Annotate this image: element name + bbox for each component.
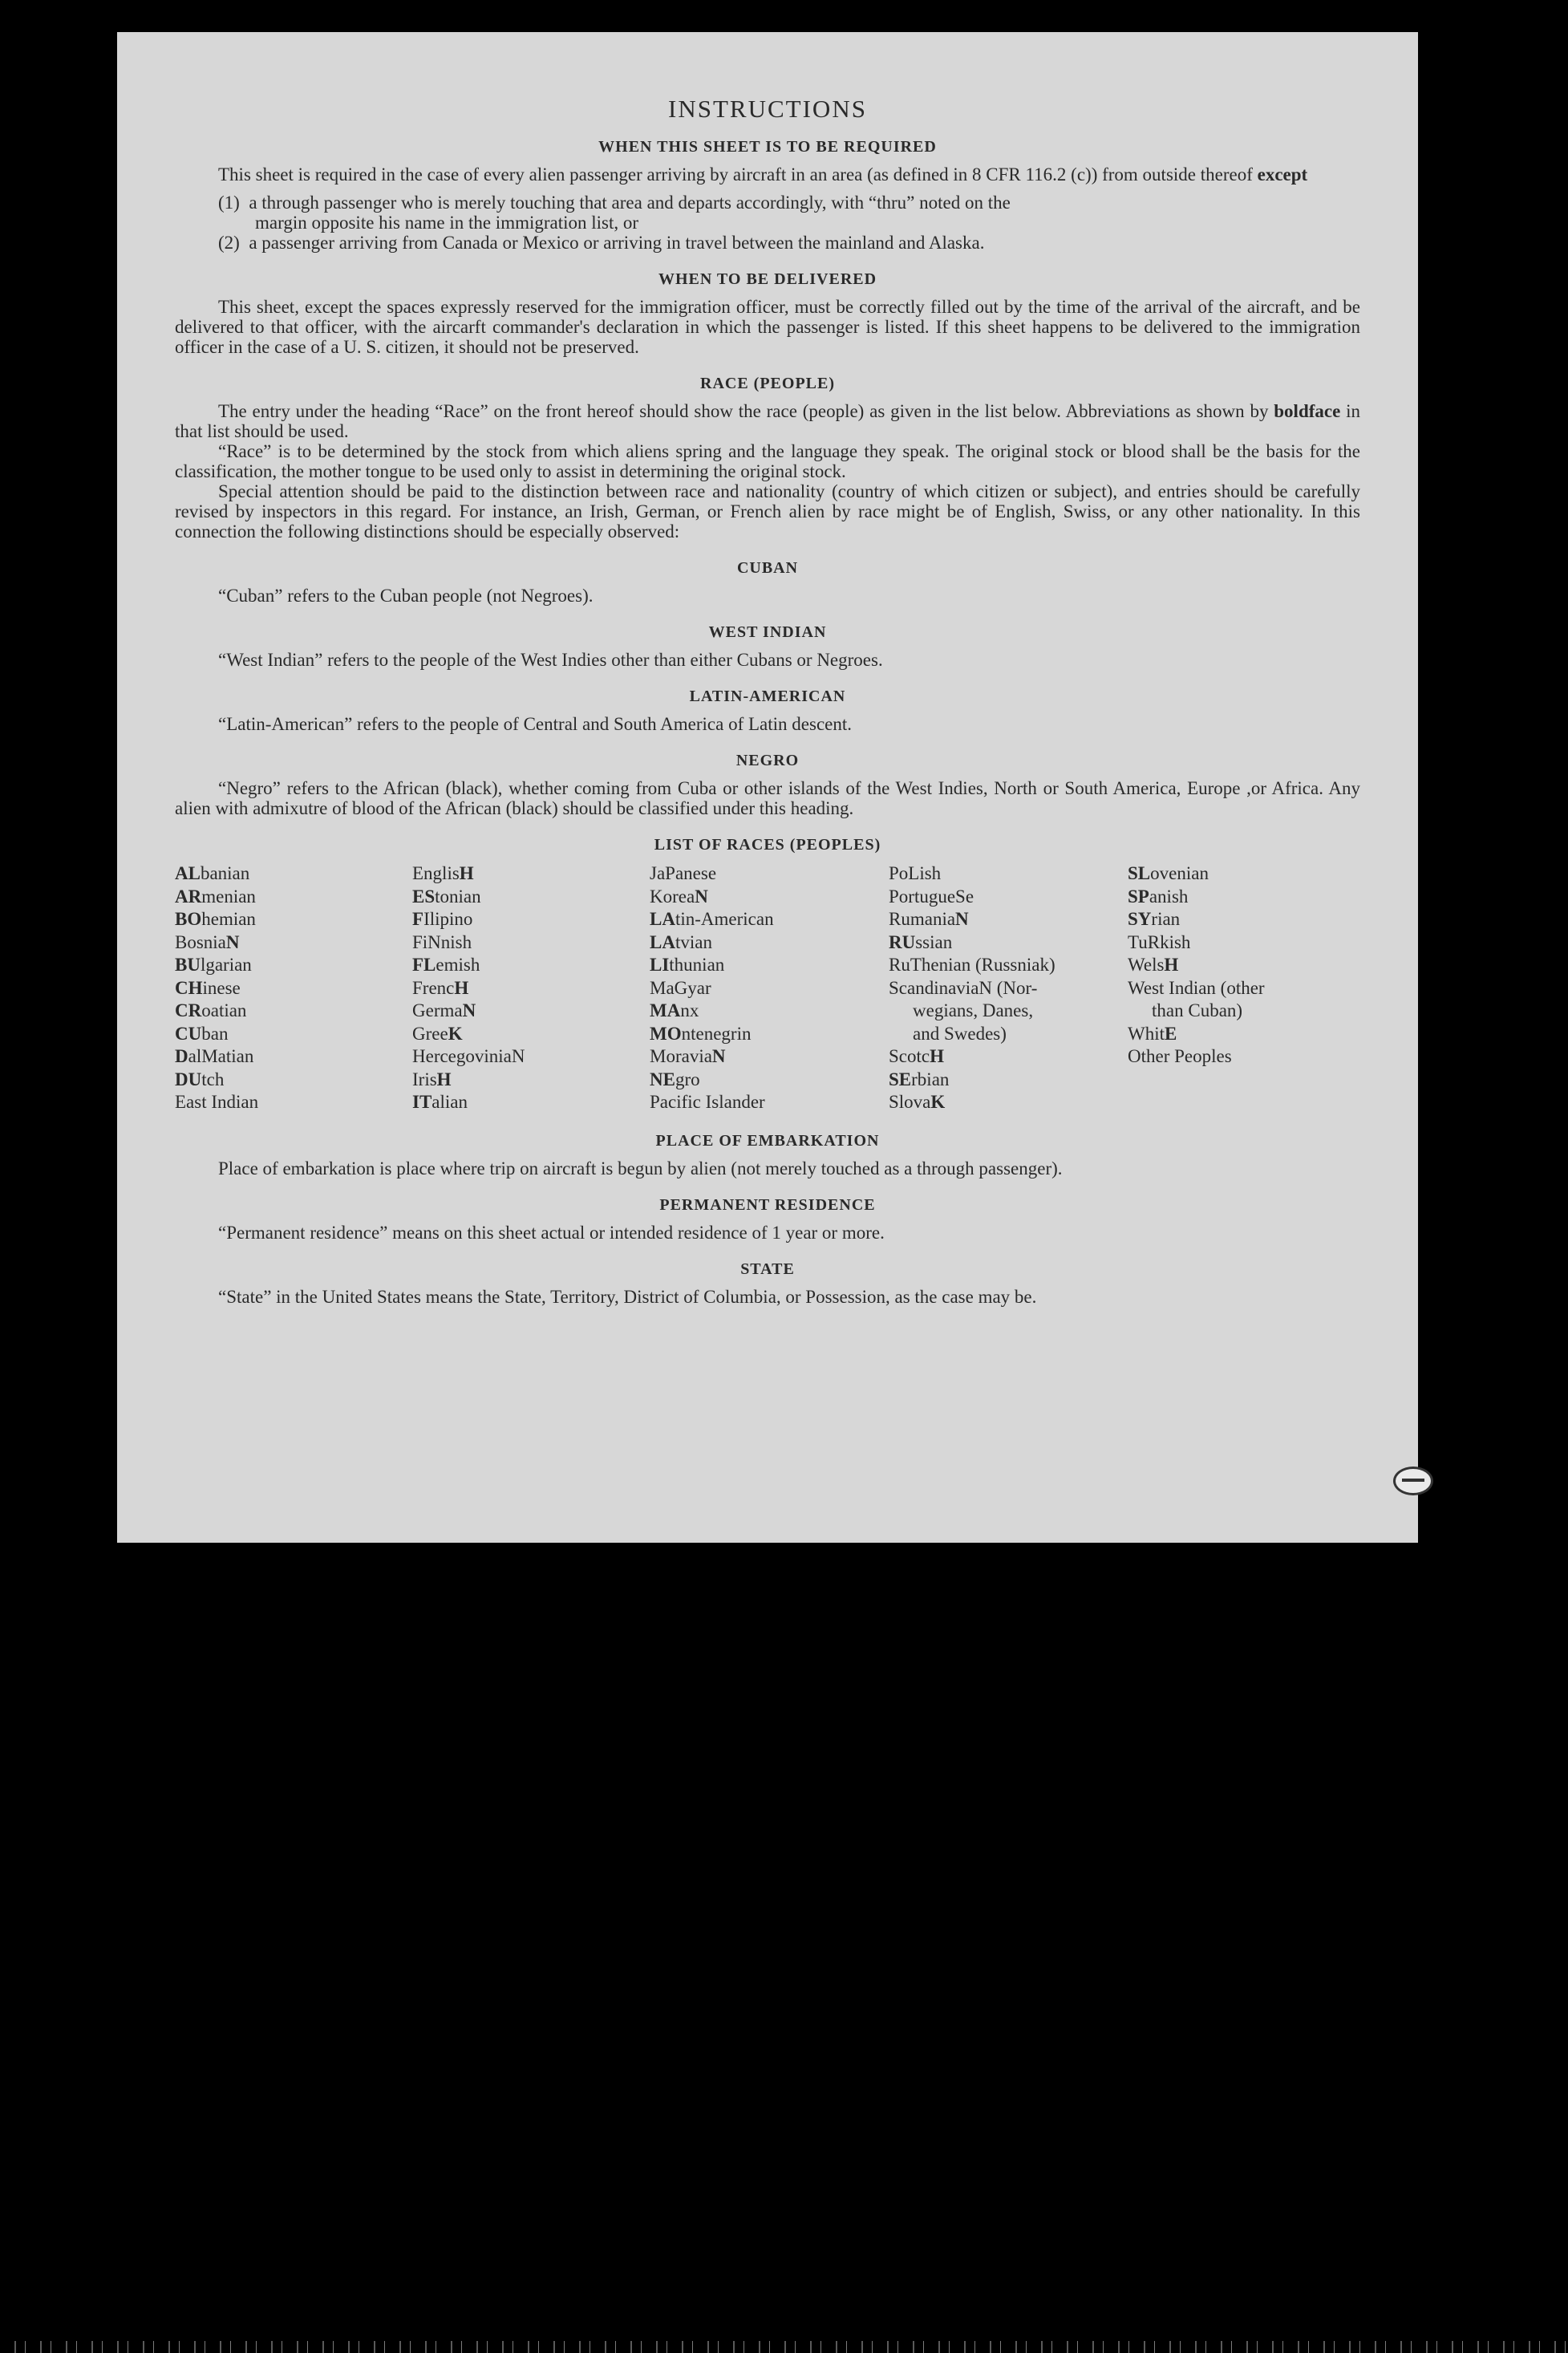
- heading-when-required: WHEN THIS SHEET IS TO BE REQUIRED: [598, 138, 937, 156]
- exception-1: (1) a through passenger who is merely touching that area and departs accordingly, with “thru” noted on the: [218, 193, 1011, 213]
- race-item: [175, 908, 412, 931]
- race-name: Wels: [1128, 955, 1165, 975]
- race-name: tonian: [435, 886, 481, 907]
- race-abbreviation-end: H: [436, 1069, 452, 1089]
- race-abbreviation: IT: [412, 1092, 432, 1112]
- race-item: [175, 1000, 412, 1023]
- race-abbreviation-end: H: [454, 977, 469, 998]
- race-name: ntenegrin: [681, 1023, 752, 1044]
- race-item: [412, 977, 650, 1000]
- race-name: PoLish: [889, 863, 942, 883]
- race-abbreviation-end: K: [930, 1092, 946, 1112]
- race-abbreviation: SY: [1128, 909, 1152, 929]
- race-item: [175, 1069, 412, 1092]
- race-abbreviation: FL: [412, 955, 436, 975]
- race-item: [412, 931, 650, 955]
- race-item: [1128, 931, 1331, 955]
- race-abbreviation: SL: [1128, 863, 1151, 883]
- heading-embarkation: PLACE OF EMBARKATION: [655, 1131, 880, 1150]
- race-abbreviation-end: N: [695, 886, 708, 907]
- latin-american-text: “Latin-American” refers to the people of Central and South America of Latin descent.: [218, 714, 852, 734]
- race-item: [889, 1045, 1128, 1069]
- race-name-continued: and Swedes): [913, 1023, 1007, 1044]
- negro-text: “Negro” refers to the African (black), whether coming from Cuba or other islands of the West Indies, North or South America, Europe ,or Africa. Any alien with admixutre of blood of the African (black) should be classified under this heading.: [175, 778, 1360, 818]
- embarkation-text: Place of embarkation is place where trip on aircraft is begun by alien (not merely touched as a through passenger).: [218, 1158, 1063, 1179]
- race-item: [889, 862, 1128, 886]
- heading-list-of-races: LIST OF RACES (PEOPLES): [654, 836, 881, 854]
- when-delivered-text: This sheet, except the spaces expressly reserved for the immigration officer, must be correctly filled out by the time of the arrival of the aircraft, and be delivered to that officer, with the aircarft commander's declaration in which the passenger is listed. If this sheet happens to be delivered to the immigration officer in the case of a U. S. citizen, it should not be preserved.: [175, 297, 1360, 357]
- race-item: [1128, 977, 1331, 1023]
- race-item: [175, 1023, 412, 1046]
- races-column: [175, 862, 412, 1114]
- race-name: Germa: [412, 1000, 463, 1020]
- exception-1-continued: margin opposite his name in the immigration list, or: [255, 213, 639, 233]
- race-item: [1128, 1045, 1331, 1069]
- race-abbreviation: D: [175, 1046, 188, 1066]
- race-item: [889, 886, 1128, 909]
- races-column: [889, 862, 1128, 1114]
- race-name-continued: wegians, Danes,: [913, 1000, 1034, 1020]
- race-name: Scotc: [889, 1046, 930, 1066]
- race-item: [412, 1069, 650, 1092]
- race-abbreviation-end: N: [955, 909, 969, 929]
- race-item: [650, 908, 889, 931]
- race-item: [650, 977, 889, 1000]
- race-name: JaPanese: [650, 863, 717, 883]
- race-item: [650, 1045, 889, 1069]
- race-abbreviation: NE: [650, 1069, 675, 1089]
- race-name: TuRkish: [1128, 931, 1191, 952]
- race-name: emish: [436, 955, 480, 975]
- race-abbreviation: AR: [175, 886, 202, 907]
- race-abbreviation: SE: [889, 1069, 912, 1089]
- scan-edge-noise: [0, 2341, 1568, 2353]
- race-abbreviation: LA: [650, 931, 675, 952]
- race-abbreviation: BO: [175, 909, 202, 929]
- race-name: nx: [680, 1000, 699, 1020]
- race-name: ban: [201, 1023, 229, 1044]
- race-name: tin-American: [675, 909, 774, 929]
- race-item: [650, 954, 889, 977]
- race-abbreviation: SP: [1128, 886, 1149, 907]
- race-item: [1128, 862, 1331, 886]
- race-item: [1128, 954, 1331, 977]
- heading-permanent-residence: PERMANENT RESIDENCE: [659, 1195, 876, 1214]
- race-name: oatian: [201, 1000, 247, 1020]
- race-name: Other Peoples: [1128, 1046, 1232, 1066]
- race-abbreviation-end: E: [1165, 1023, 1177, 1044]
- race-name: Slova: [889, 1092, 931, 1112]
- race-name: rbian: [911, 1069, 950, 1089]
- permanent-residence-text: “Permanent residence” means on this sheet actual or intended residence of 1 year or more.: [218, 1222, 885, 1243]
- race-abbreviation: CH: [175, 977, 203, 998]
- race-item: [175, 954, 412, 977]
- race-name: alian: [432, 1092, 468, 1112]
- race-name: West Indian (other: [1128, 977, 1265, 998]
- race-paragraph-1: The entry under the heading “Race” on the front hereof should show the race (people) as given in the list below. Abbreviations as shown by boldface in that list should be used.: [175, 401, 1361, 441]
- race-name: PortugueSe: [889, 886, 974, 907]
- race-name: Gree: [412, 1023, 448, 1044]
- race-item: [650, 931, 889, 955]
- race-name: alMatian: [188, 1046, 254, 1066]
- page-title: INSTRUCTIONS: [668, 95, 867, 123]
- race-item: [889, 977, 1128, 1046]
- race-name: Bosnia: [175, 931, 226, 952]
- race-abbreviation: CU: [175, 1023, 202, 1044]
- race-item: [412, 1045, 650, 1069]
- race-abbreviation: DU: [175, 1069, 202, 1089]
- race-name: banian: [200, 863, 250, 883]
- race-name: tvian: [675, 931, 712, 952]
- instruction-sheet: [117, 32, 1418, 1543]
- heading-when-delivered: WHEN TO BE DELIVERED: [658, 270, 877, 288]
- race-abbreviation: ES: [412, 886, 436, 907]
- race-name: ssian: [915, 931, 953, 952]
- heading-negro: NEGRO: [735, 752, 800, 769]
- race-name: Moravia: [650, 1046, 712, 1066]
- race-name: FiNnish: [412, 931, 472, 952]
- race-item: [889, 954, 1128, 977]
- race-item: [175, 931, 412, 955]
- race-name: Korea: [650, 886, 695, 907]
- race-item: [412, 1000, 650, 1023]
- races-list: [175, 862, 1360, 1114]
- race-name: inese: [202, 977, 241, 998]
- race-item: [889, 908, 1128, 931]
- race-name: lgarian: [200, 955, 252, 975]
- race-item: [889, 1069, 1128, 1092]
- race-abbreviation-end: N: [225, 931, 240, 952]
- race-item: [1128, 886, 1331, 909]
- race-item: [650, 862, 889, 886]
- race-name: anish: [1149, 886, 1189, 907]
- race-abbreviation: RU: [889, 931, 916, 952]
- race-abbreviation: AL: [175, 863, 201, 883]
- exception-list: [218, 193, 1360, 253]
- race-item: [175, 886, 412, 909]
- race-name: rian: [1151, 909, 1181, 929]
- race-paragraph-2: “Race” is to be determined by the stock from which aliens spring and the language they speak. The original stock or blood shall be the basis for the classification, the mother tongue to be used only to assist in determining the original stock.: [175, 441, 1360, 481]
- race-paragraph-3: Special attention should be paid to the distinction between race and nationality (country of which citizen or subject), and entries should be carefully revised by inspectors in this regard. For instance, an Irish, German, or French alien by race might be of English, Swiss, or any other nationality. In this connection the following distinctions should be especially observed:: [175, 481, 1360, 542]
- race-item: [650, 1000, 889, 1023]
- race-item: [1128, 1023, 1331, 1046]
- race-name-continued: than Cuban): [1152, 1000, 1243, 1020]
- race-abbreviation-end: H: [930, 1046, 944, 1066]
- race-abbreviation-end: N: [462, 1000, 476, 1020]
- race-name: Rumania: [889, 909, 956, 929]
- race-item: [412, 1091, 650, 1114]
- race-item: [650, 886, 889, 909]
- races-column: [412, 862, 650, 1114]
- race-item: [889, 1091, 1128, 1114]
- race-name: Pacific Islander: [650, 1092, 765, 1112]
- race-name: Whit: [1128, 1023, 1165, 1044]
- race-name: menian: [201, 886, 256, 907]
- race-abbreviation: MO: [650, 1023, 682, 1044]
- race-name: East Indian: [175, 1092, 259, 1112]
- heading-cuban: CUBAN: [736, 559, 799, 577]
- race-name: HercegoviniaN: [412, 1046, 525, 1066]
- race-abbreviation-end: H: [1164, 955, 1179, 975]
- printer-seal-icon: [1393, 1467, 1433, 1495]
- race-abbreviation: BU: [175, 955, 201, 975]
- race-item: [889, 931, 1128, 955]
- west-indian-text: “West Indian” refers to the people of the West Indies other than either Cubans or Negroes.: [218, 650, 883, 670]
- race-name: Iris: [412, 1069, 437, 1089]
- race-item: [175, 977, 412, 1000]
- race-item: [412, 908, 650, 931]
- race-name: thunian: [669, 955, 725, 975]
- race-abbreviation: F: [412, 909, 424, 929]
- race-item: [650, 1091, 889, 1114]
- cuban-text: “Cuban” refers to the Cuban people (not Negroes).: [218, 586, 594, 606]
- heading-west-indian: WEST INDIAN: [708, 623, 827, 641]
- race-abbreviation: LA: [650, 909, 675, 929]
- race-name: tch: [201, 1069, 225, 1089]
- race-abbreviation: MA: [650, 1000, 681, 1020]
- race-abbreviation: LI: [650, 955, 670, 975]
- race-abbreviation-end: N: [711, 1046, 726, 1066]
- race-name: Ilipino: [423, 909, 473, 929]
- race-item: [412, 1023, 650, 1046]
- race-item: [412, 886, 650, 909]
- race-item: [175, 1091, 412, 1114]
- race-item: [650, 1023, 889, 1046]
- race-item: [412, 862, 650, 886]
- race-name: RuThenian (Russniak): [889, 955, 1055, 975]
- races-column: [650, 862, 889, 1114]
- race-name: ovenian: [1150, 863, 1209, 883]
- race-item: [650, 1069, 889, 1092]
- race-name: Englis: [412, 863, 460, 883]
- race-item: [175, 862, 412, 886]
- race-name: hemian: [201, 909, 256, 929]
- race-name: MaGyar: [650, 977, 711, 998]
- exception-2: (2) a passenger arriving from Canada or Mexico or arriving in travel between the mainland and Alaska.: [218, 233, 985, 253]
- race-name: Frenc: [412, 977, 455, 998]
- race-abbreviation-end: H: [459, 863, 474, 883]
- race-item: [1128, 908, 1331, 931]
- heading-state: STATE: [740, 1260, 795, 1278]
- race-item: [412, 954, 650, 977]
- state-text: “State” in the United States means the State, Territory, District of Columbia, or Possession, as the case may be.: [218, 1286, 1037, 1307]
- race-abbreviation-end: K: [448, 1023, 463, 1044]
- race-name: gro: [675, 1069, 700, 1089]
- race-name: ScandinaviaN (Nor-: [889, 977, 1038, 998]
- race-item: [175, 1045, 412, 1069]
- race-abbreviation: CR: [175, 1000, 202, 1020]
- heading-race: RACE (PEOPLE): [700, 375, 835, 392]
- races-column: [1128, 862, 1331, 1114]
- when-required-intro: This sheet is required in the case of every alien passenger arriving by aircraft in an area (as defined in 8 CFR 116.2 (c)) from outside thereof except: [218, 164, 1308, 185]
- heading-latin-american: LATIN-AMERICAN: [689, 688, 846, 705]
